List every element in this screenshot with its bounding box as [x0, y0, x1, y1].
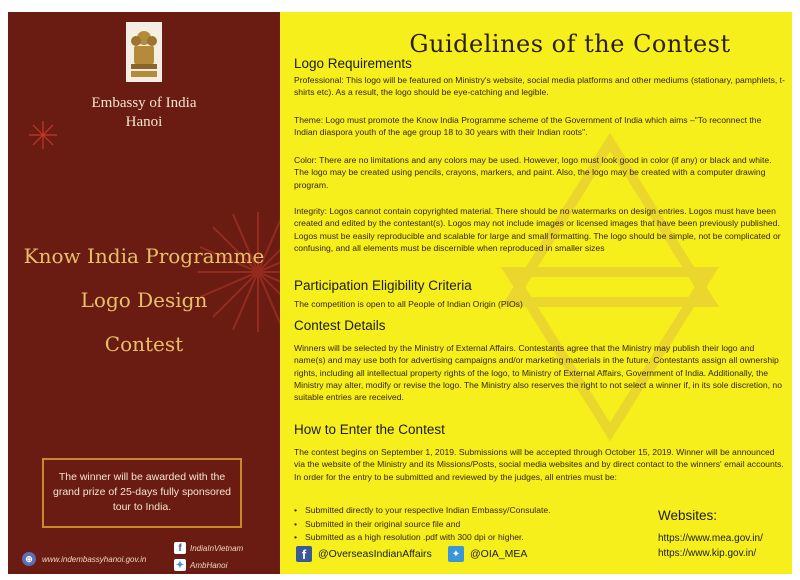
footer-twitter[interactable] — [174, 559, 227, 571]
globe-icon: ⊕ — [22, 552, 36, 566]
paragraph-professional: Professional: This logo will be featured on Ministry's website, social media platforms and other mediums (stationary, pamphlets, t-shirts etc). As a result, the logo should be eye-catching and legible. — [294, 75, 785, 98]
flyer — [8, 12, 792, 574]
websites-heading: Websites: — [658, 508, 718, 523]
contest-title — [8, 234, 280, 366]
embassy-city: Hanoi — [125, 114, 163, 130]
facebook-handle[interactable]: @OverseasIndianAffairs — [318, 548, 432, 560]
contest-title-line: Know India Programme — [23, 244, 265, 268]
sparkle-icon — [28, 120, 58, 150]
contest-title-line: Logo Design — [80, 288, 208, 312]
right-panel — [280, 12, 792, 574]
section-heading: Participation Eligibility Criteria — [294, 278, 472, 293]
facebook-handle[interactable]: IndiaInVietnam — [190, 543, 244, 553]
facebook-icon: f — [296, 546, 312, 562]
website-link[interactable]: www.indembassyhanoi.gov.in — [42, 554, 147, 564]
paragraph-color: Color: There are no limitations and any colors may be used. However, logo must look good in color (if any) or black and white. The logo may be created using pencils, crayons, markers, and paint. Also, the logo may be created with a computer drawing program. — [294, 155, 772, 190]
twitter-handle[interactable]: @OIA_MEA — [470, 548, 528, 560]
eligibility-text: The competition is open to all People of Indian Origin (PIOs) — [294, 299, 523, 309]
website-link-kip[interactable]: https://www.kip.gov.in/ — [658, 548, 757, 559]
twitter-icon: ✦ — [448, 546, 464, 562]
prize-box — [42, 458, 242, 528]
section-heading: How to Enter the Contest — [294, 422, 445, 437]
section-heading: Contest Details — [294, 318, 386, 333]
list-item: • Submitted as a high resolution .pdf with 300 dpi or higher. — [294, 531, 551, 545]
how-to-text: The contest begins on September 1, 2019. Submissions will be accepted through October 15, 2019. Winner will be announced via the website of the Ministry and its Missions/Posts, social media websites and by direct contact to the winners' email accounts. In order for the entry to be submitted and reviewed by the judges, all entries must be: — [294, 447, 784, 482]
left-panel — [8, 12, 280, 574]
footer-facebook[interactable] — [174, 542, 243, 554]
paragraph-integrity: Integrity: Logos cannot contain copyrighted material. There should be no watermarks on design entries. Logos must have been created and edited by the contestant(s). Logos may not include images or licensed images that have been previously published. Logos must be easily reproducible and scalable for large and small formatting. The logo should be simple, not be complicated or confusing, and all elements must be discernible when reproduced in smaller sizes — [294, 206, 781, 253]
contest-title-line: Contest — [104, 332, 184, 356]
details-text: Winners will be selected by the Ministry of External Affairs. Contestants agree that the Ministry may publish their logo and name(s) and may use both for advertising campaigns and/or marketing materials in the future. Contestants assign all ownership rights, including all intellectual property rights of the logo, to Ministry of External Affairs, Government of India. Additionally, the Ministry may alter, modify or revise the logo. The Ministry also reserves the right to not select a winner if, in its sole discretion, no suitable entries are received. — [294, 343, 782, 403]
footer-website[interactable] — [22, 552, 146, 566]
prize-text: The winner will be awarded with the grand prize of 25-days fully sponsored tour to India. — [52, 471, 232, 513]
facebook-icon: f — [174, 542, 186, 554]
twitter-icon: ✦ — [175, 559, 185, 571]
section-heading: Logo Requirements — [294, 56, 412, 71]
page-title: Guidelines of the Contest — [409, 30, 731, 58]
list-item: • Submitted in their original source file and — [294, 518, 551, 532]
national-emblem-icon — [126, 22, 162, 82]
paragraph-theme: Theme: Logo must promote the Know India Programme scheme of the Government of India which aims –"To reconnect the Indian diaspora youth of the age group 18 to 30 years with their Indian roots". — [294, 115, 762, 138]
website-link-mea[interactable]: https://www.mea.gov.in/ — [658, 533, 763, 544]
embassy-line: Embassy of India — [91, 95, 197, 111]
twitter-handle[interactable]: AmbHanoi — [190, 560, 228, 570]
list-item: • Submitted directly to your respective Indian Embassy/Consulate. — [294, 504, 551, 518]
submission-list — [294, 504, 551, 545]
